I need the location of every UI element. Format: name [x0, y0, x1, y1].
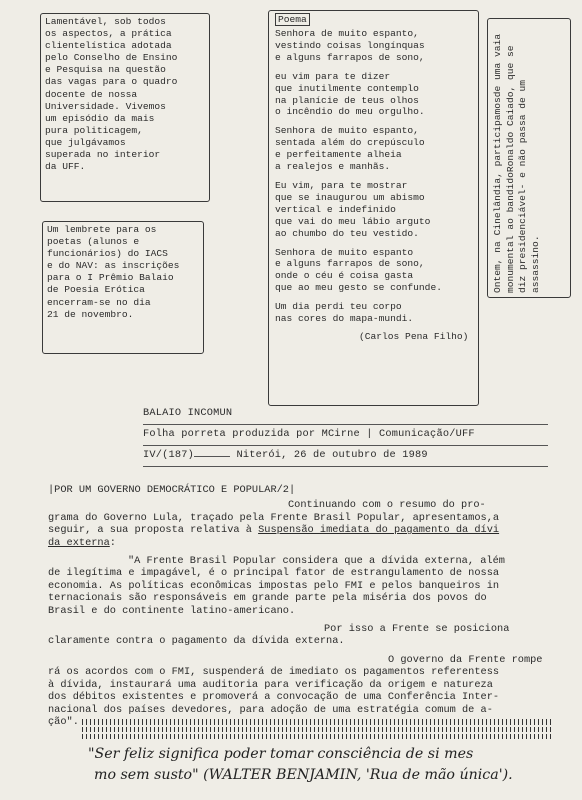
- article-quote-line: ternacionais são responsáveis em grande parte pela miséria dos povos do: [48, 592, 487, 605]
- masthead-name: BALAIO INCOMUN: [143, 407, 233, 419]
- note-line: das vagas para o quadro: [45, 76, 178, 88]
- handwritten-quote-line: "Ser feliz significa poder tomar consciência de si mes: [88, 746, 474, 762]
- article-intro-line: [48, 537, 558, 549]
- article-intro: [48, 499, 558, 549]
- poem-line: nas cores do mapa-mundi.: [275, 313, 414, 325]
- side-note-line: Ontem, na Cinelândia, participamos: [492, 97, 503, 293]
- poem-line: e alguns farrapos de sono,: [275, 51, 425, 63]
- poem-attribution: (Carlos Pena Filho): [359, 330, 469, 342]
- note-line: e do NAV: as inscrições: [47, 260, 180, 272]
- poem-stanza: [275, 28, 472, 64]
- poem-line: e perfeitamente alheia: [275, 149, 402, 161]
- article-quote-line: de ilegítima e impagável, é o principal fator de estrangulamento de nossa: [48, 567, 500, 580]
- masthead: [143, 404, 548, 467]
- article-intro-colon: :: [109, 536, 116, 549]
- article-section-title: |POR UM GOVERNO DEMOCRÁTICO E POPULAR/2|: [48, 484, 296, 496]
- article-intro-line: [48, 524, 558, 536]
- poem-line: onde o céu é coisa gasta: [275, 270, 414, 282]
- article-paragraph-line: à dívida, instaurará uma auditoria para verificação da origem e natureza: [48, 678, 493, 691]
- note-line: clientelística adotada: [45, 40, 172, 52]
- note-box-uff-vagas: [40, 13, 210, 202]
- poem-stanza: [275, 125, 472, 173]
- note-line: superada no interior: [45, 149, 161, 161]
- masthead-subtitle: Folha porreta produzida por MCirne | Comunicação/UFF: [143, 428, 475, 440]
- masthead-date: Niterói, 26 de outubro de 1989: [236, 449, 428, 461]
- note-line: funcionários) do IACS: [47, 248, 168, 260]
- masthead-subtitle-row: [143, 425, 548, 446]
- poem-stanza: [275, 180, 472, 240]
- article-paragraph-line: Por isso a Frente se posiciona: [324, 623, 510, 636]
- note-line: pura politicagem,: [45, 124, 143, 136]
- poem-line: sentada além do crepúsculo: [275, 137, 425, 149]
- note-line: um episódio da mais: [45, 112, 155, 124]
- poem-line: vertical e indefinido: [275, 203, 396, 215]
- article-paragraph-line: claramente contra o pagamento da dívida externa.: [48, 635, 345, 648]
- poem-line: que inutilmente contemplo: [275, 82, 419, 94]
- masthead-issue-row: [143, 446, 548, 467]
- article-quote-line: "A Frente Brasil Popular considera que a dívida externa, além: [128, 555, 505, 568]
- article-paragraph-line: nacional dos países devedores, para adoção de uma estratégia comum de a-: [48, 703, 493, 716]
- handwritten-quote-line: mo sem susto" (WALTER BENJAMIN, 'Rua de mão única').: [94, 767, 513, 783]
- article-paragraph-line: ção".: [48, 715, 79, 728]
- handwritten-quote: [88, 744, 578, 786]
- article: [48, 484, 558, 728]
- masthead-name-row: [143, 404, 548, 425]
- poem-stanza: [275, 71, 472, 119]
- poem-line: na planície de teus olhos: [275, 94, 419, 106]
- note-line: de Poesia Erótica: [47, 284, 145, 296]
- note-line: da UFF.: [45, 161, 86, 173]
- note-line: pelo Conselho de Ensino: [45, 52, 178, 64]
- poem-line: que vai do meu lábio arguto: [275, 215, 431, 227]
- poem-title: Poema: [275, 13, 310, 26]
- article-paragraph-line: O governo da Frente rompe: [388, 653, 543, 666]
- article-paragraph-3: [48, 654, 558, 728]
- article-paragraph-line: dos débitos existentes e promoverá a convocação de uma Conferência Inter-: [48, 691, 500, 704]
- poem-line: vestindo coisas longínquas: [275, 39, 425, 51]
- article-paragraph-2: [48, 623, 558, 648]
- article-intro-emphasis: Suspensão imediata do pagamento da dívi: [258, 524, 500, 537]
- note-line: para o I Prêmio Balaio: [47, 272, 174, 284]
- poem-line: Eu vim, para te mostrar: [275, 179, 408, 191]
- note-box-premio-balaio: [42, 221, 204, 354]
- side-note-line: - e não passa de um assassino.: [517, 79, 541, 293]
- article-quote: [48, 555, 558, 617]
- note-line: Lamentável, sob todos: [45, 16, 166, 27]
- note-line: poetas (alunos e: [47, 236, 140, 248]
- note-line: 21 de novembro.: [47, 308, 134, 320]
- article-intro-line: grama do Governo Lula, traçado pela Frente Brasil Popular, apresentamos,a: [48, 511, 500, 524]
- article-paragraph-line: rá os acordos com o FMI, suspenderá de imediato os pagamentos referentess: [48, 666, 500, 679]
- article-intro-emphasis-2: da externa: [48, 536, 110, 549]
- note-line: encerram-se no dia: [47, 296, 151, 308]
- poem-line: e alguns farrapos de sono,: [275, 258, 425, 270]
- note-line: e Pesquisa na questão: [45, 64, 166, 76]
- poem-box: [268, 10, 479, 406]
- side-note-line: Ronaldo Caiado, que se diz presidenciável: [504, 45, 529, 293]
- side-note-line: de uma vaia monumental ao bandido: [492, 33, 516, 293]
- poem-line: que se inaugurou um abismo: [275, 191, 425, 203]
- article-quote-line: Brasil e do continente latino-americano.: [48, 604, 296, 617]
- note-line: docente de nossa: [45, 88, 138, 100]
- poem-line: o incêndio do meu orgulho.: [275, 106, 425, 118]
- note-line: Um lembrete para os: [47, 224, 157, 235]
- poem-line: a realejos e manhãs.: [275, 161, 391, 173]
- article-intro-text: seguir, a sua proposta relativa à: [48, 524, 259, 537]
- side-note-text: [492, 23, 542, 293]
- article-quote-line: economia. As políticas econômicas impostas pelo FMI e pelos banqueiros in: [48, 579, 500, 592]
- poem-stanza: [275, 301, 472, 325]
- poem-body: [275, 28, 472, 325]
- note-line: Universidade. Vivemos: [45, 100, 166, 112]
- poem-line: ao chumbo do teu vestido.: [275, 227, 419, 239]
- poem-line: que ao meu gesto se confunde.: [275, 282, 442, 294]
- dotted-separator: [82, 719, 552, 739]
- note-line: os aspectos, a prática: [45, 28, 172, 40]
- note-line: que julgávamos: [45, 136, 126, 148]
- poem-line: Senhora de muito espanto,: [275, 125, 419, 137]
- side-note-box-caiado: [487, 18, 571, 298]
- poem-line: eu vim para te dizer: [275, 70, 391, 82]
- poem-stanza: [275, 247, 472, 295]
- article-intro-line: Continuando com o resumo do pro-: [288, 499, 486, 512]
- poem-line: Um dia perdi teu corpo: [275, 301, 402, 313]
- masthead-issue: IV/(187): [143, 449, 195, 461]
- poem-line: Senhora de muito espanto,: [275, 28, 419, 39]
- poem-line: Senhora de muito espanto: [275, 246, 414, 258]
